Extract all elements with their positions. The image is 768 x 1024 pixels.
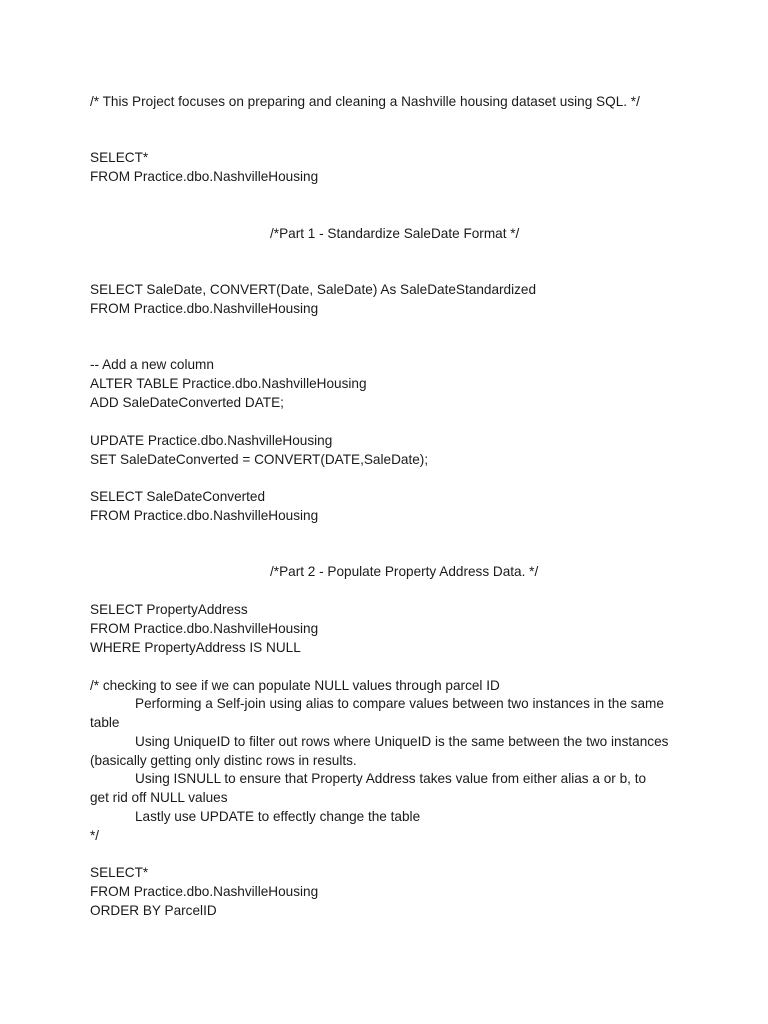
code-line: WHERE PropertyAddress IS NULL xyxy=(90,640,301,655)
code-comment-line: -- Add a new column xyxy=(90,357,214,372)
section-heading-part2: /*Part 2 - Populate Property Address Data. */ xyxy=(270,564,539,579)
section-heading-part1: /*Part 1 - Standardize SaleDate Format */ xyxy=(270,226,520,241)
code-line: FROM Practice.dbo.NashvilleHousing xyxy=(90,884,319,899)
comment-line: Using ISNULL to ensure that Property Address takes value from either alias a or b, to xyxy=(135,771,647,786)
comment-line: /* checking to see if we can populate NULL values through parcel ID xyxy=(90,678,500,693)
code-line: SET SaleDateConverted = CONVERT(DATE,SaleDate); xyxy=(90,452,429,467)
code-line: ORDER BY ParcelID xyxy=(90,903,217,918)
code-line: FROM Practice.dbo.NashvilleHousing xyxy=(90,169,319,184)
code-line: FROM Practice.dbo.NashvilleHousing xyxy=(90,301,319,316)
comment-line: */ xyxy=(90,828,100,843)
comment-line: Using UniqueID to filter out rows where UniqueID is the same between the two instances xyxy=(135,734,669,749)
comment-line: table xyxy=(90,715,120,730)
code-line: UPDATE Practice.dbo.NashvilleHousing xyxy=(90,433,333,448)
comment-line: (basically getting only distinc rows in results. xyxy=(90,753,357,768)
comment-line: get rid off NULL values xyxy=(90,790,228,805)
code-line: SELECT SaleDateConverted xyxy=(90,489,266,504)
code-line: ALTER TABLE Practice.dbo.NashvilleHousing xyxy=(90,376,367,391)
code-line: ADD SaleDateConverted DATE; xyxy=(90,395,284,410)
code-line: SELECT SaleDate, CONVERT(Date, SaleDate) As SaleDateStandardized xyxy=(90,282,537,297)
code-line: SELECT PropertyAddress xyxy=(90,602,248,617)
comment-line: Performing a Self-join using alias to compare values between two instances in the same xyxy=(135,696,664,711)
intro-comment: /* This Project focuses on preparing and cleaning a Nashville housing dataset using SQL. */ xyxy=(90,94,640,109)
comment-line: Lastly use UPDATE to effectly change the table xyxy=(135,809,421,824)
code-line: SELECT* xyxy=(90,150,149,165)
code-line: FROM Practice.dbo.NashvilleHousing xyxy=(90,508,319,523)
code-line: FROM Practice.dbo.NashvilleHousing xyxy=(90,621,319,636)
code-line: SELECT* xyxy=(90,865,149,880)
